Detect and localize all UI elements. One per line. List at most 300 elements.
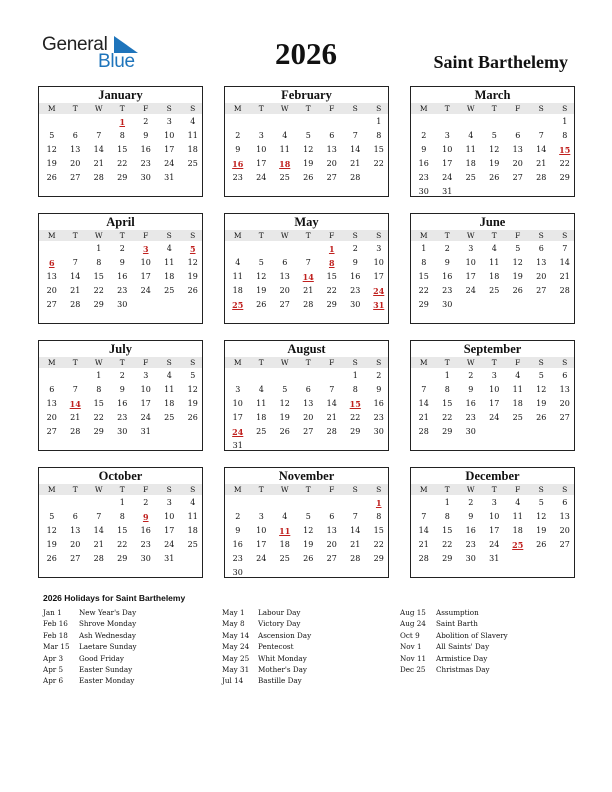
day: 26 xyxy=(489,173,500,182)
day: 27 xyxy=(536,286,547,295)
day: 12 xyxy=(256,272,267,281)
weekday-label: S xyxy=(166,485,172,494)
day: 10 xyxy=(164,131,175,140)
day: 16 xyxy=(418,159,429,168)
holiday-name: Ascension Day xyxy=(258,630,312,640)
holiday-day: 1 xyxy=(328,244,335,254)
day: 16 xyxy=(373,399,384,408)
day: 14 xyxy=(350,145,361,154)
weekday-label: W xyxy=(280,358,289,367)
day: 15 xyxy=(418,272,429,281)
weekday-label: T xyxy=(444,104,450,113)
month-january xyxy=(38,86,203,197)
holiday-day: 8 xyxy=(328,258,335,268)
logo-word-general: General xyxy=(42,34,108,55)
day: 6 xyxy=(329,512,335,521)
day: 10 xyxy=(373,258,384,267)
day: 21 xyxy=(70,413,81,422)
weekday-label: W xyxy=(466,231,475,240)
weekday-label: T xyxy=(72,104,78,113)
day: 6 xyxy=(49,385,55,394)
day: 13 xyxy=(279,272,290,281)
day: 28 xyxy=(350,173,361,182)
day: 2 xyxy=(421,131,427,140)
day: 24 xyxy=(465,286,476,295)
weekday-label: M xyxy=(419,485,428,494)
holiday-date: Aug 24 xyxy=(400,619,426,629)
holiday-date: Mar 15 xyxy=(43,642,70,652)
day: 1 xyxy=(352,371,358,380)
day: 20 xyxy=(46,286,57,295)
day: 9 xyxy=(235,145,241,154)
day: 9 xyxy=(119,258,125,267)
weekday-label: F xyxy=(143,485,149,494)
month-march xyxy=(410,86,575,197)
day: 24 xyxy=(164,540,175,549)
holiday-day: 15 xyxy=(349,399,361,409)
holiday-name: Labour Day xyxy=(258,608,301,617)
holiday-date: Aug 15 xyxy=(400,608,426,617)
day: 11 xyxy=(187,131,198,140)
holiday-date: Jan 1 xyxy=(43,608,62,617)
holiday-name: Victory Day xyxy=(258,619,301,629)
weekday-label: M xyxy=(233,485,242,494)
holiday-name: Good Friday xyxy=(79,653,124,663)
holiday-date: Nov 11 xyxy=(400,653,427,663)
holiday-name: Easter Monday xyxy=(79,676,135,686)
holiday-day: 3 xyxy=(142,244,149,254)
day: 28 xyxy=(303,300,314,309)
day: 30 xyxy=(442,300,453,309)
day: 31 xyxy=(164,173,175,182)
day: 30 xyxy=(373,427,384,436)
day: 11 xyxy=(279,145,290,154)
month-title: March xyxy=(474,88,511,102)
month-title: April xyxy=(106,215,135,229)
day: 4 xyxy=(282,131,288,140)
day: 2 xyxy=(352,244,358,253)
weekday-label: F xyxy=(329,231,335,240)
weekday-label: W xyxy=(466,485,475,494)
holiday-date: Oct 9 xyxy=(400,630,420,640)
day: 27 xyxy=(303,427,314,436)
day: 20 xyxy=(46,413,57,422)
month-april xyxy=(38,213,203,324)
day: 20 xyxy=(536,272,547,281)
day: 13 xyxy=(559,385,570,394)
day: 1 xyxy=(96,244,102,253)
holiday-day: 1 xyxy=(375,498,382,508)
day: 6 xyxy=(305,385,311,394)
day: 4 xyxy=(515,371,521,380)
weekday-label: M xyxy=(419,104,428,113)
day: 3 xyxy=(166,117,172,126)
month-title: May xyxy=(294,215,319,229)
day: 5 xyxy=(282,385,288,394)
month-title: February xyxy=(281,88,332,102)
day: 20 xyxy=(326,159,337,168)
day: 27 xyxy=(559,413,570,422)
day: 30 xyxy=(418,187,429,196)
day: 21 xyxy=(536,159,547,168)
day: 21 xyxy=(559,272,570,281)
day: 18 xyxy=(256,413,267,422)
country-name: Saint Barthelemy xyxy=(433,52,568,72)
day: 25 xyxy=(489,286,500,295)
day: 17 xyxy=(373,272,384,281)
day: 17 xyxy=(232,413,243,422)
weekday-label: M xyxy=(47,104,56,113)
day: 14 xyxy=(559,258,570,267)
day: 24 xyxy=(256,173,267,182)
holiday-name: New Year's Day xyxy=(79,608,137,617)
month-may xyxy=(224,213,389,324)
day: 12 xyxy=(303,526,314,535)
holiday-name: Armistice Day xyxy=(436,653,488,663)
holiday-day: 25 xyxy=(232,300,244,310)
day: 30 xyxy=(140,173,151,182)
day: 26 xyxy=(187,286,198,295)
day: 7 xyxy=(72,385,78,394)
weekday-label: M xyxy=(47,231,56,240)
day: 29 xyxy=(559,173,570,182)
weekday-label: T xyxy=(444,485,450,494)
weekday-label: T xyxy=(305,358,311,367)
month-title: December xyxy=(465,469,520,483)
day: 31 xyxy=(489,554,500,563)
holiday-name: Assumption xyxy=(436,608,479,617)
weekday-label: S xyxy=(376,231,382,240)
day: 26 xyxy=(512,286,523,295)
day: 7 xyxy=(352,512,358,521)
day: 14 xyxy=(326,399,337,408)
holiday-day: 25 xyxy=(512,540,524,550)
day: 23 xyxy=(232,173,243,182)
day: 2 xyxy=(376,371,382,380)
day: 21 xyxy=(326,413,337,422)
day: 24 xyxy=(489,540,500,549)
day: 19 xyxy=(46,540,57,549)
day: 22 xyxy=(117,540,128,549)
day: 6 xyxy=(515,131,521,140)
day: 4 xyxy=(190,498,196,507)
day: 29 xyxy=(117,173,128,182)
day: 26 xyxy=(46,554,57,563)
day: 4 xyxy=(258,385,264,394)
day: 5 xyxy=(190,371,196,380)
day: 19 xyxy=(187,399,198,408)
holiday-date: May 8 xyxy=(222,619,245,629)
day: 12 xyxy=(303,145,314,154)
day: 12 xyxy=(536,512,547,521)
weekday-label: F xyxy=(515,358,521,367)
day: 31 xyxy=(164,554,175,563)
weekday-label: T xyxy=(119,231,125,240)
day: 5 xyxy=(491,131,497,140)
day: 28 xyxy=(418,554,429,563)
day: 8 xyxy=(444,385,450,394)
weekday-label: M xyxy=(47,358,56,367)
day: 25 xyxy=(187,540,198,549)
day: 8 xyxy=(376,131,382,140)
day: 2 xyxy=(119,244,125,253)
day: 30 xyxy=(465,427,476,436)
weekday-label: S xyxy=(352,104,358,113)
day: 2 xyxy=(143,117,149,126)
day: 14 xyxy=(418,399,429,408)
day: 19 xyxy=(303,540,314,549)
weekday-label: F xyxy=(329,485,335,494)
day: 12 xyxy=(187,385,198,394)
day: 20 xyxy=(559,526,570,535)
day: 22 xyxy=(350,413,361,422)
day: 5 xyxy=(515,244,521,253)
day: 27 xyxy=(512,173,523,182)
day: 13 xyxy=(326,145,337,154)
day: 23 xyxy=(350,286,361,295)
day: 8 xyxy=(421,258,427,267)
day: 1 xyxy=(562,117,568,126)
weekday-label: T xyxy=(305,485,311,494)
weekday-label: S xyxy=(190,104,196,113)
day: 23 xyxy=(140,540,151,549)
day: 24 xyxy=(442,173,453,182)
day: 10 xyxy=(232,399,243,408)
day: 13 xyxy=(46,399,57,408)
holiday-name: Ash Wednesday xyxy=(79,630,136,640)
day: 26 xyxy=(279,427,290,436)
holiday-day: 1 xyxy=(119,117,126,127)
day: 18 xyxy=(164,272,175,281)
day: 28 xyxy=(350,554,361,563)
holiday-date: Feb 18 xyxy=(43,630,68,640)
day: 6 xyxy=(72,131,78,140)
weekday-label: S xyxy=(190,231,196,240)
holiday-day: 5 xyxy=(189,244,196,254)
day: 25 xyxy=(279,173,290,182)
day: 28 xyxy=(326,427,337,436)
day: 9 xyxy=(421,145,427,154)
holiday-name: Bastille Day xyxy=(258,676,302,686)
day: 13 xyxy=(326,526,337,535)
month-november xyxy=(224,467,389,578)
day: 18 xyxy=(232,286,243,295)
weekday-label: T xyxy=(491,485,497,494)
day: 20 xyxy=(512,159,523,168)
day: 6 xyxy=(72,512,78,521)
month-title: August xyxy=(287,342,326,356)
day: 13 xyxy=(536,258,547,267)
day: 19 xyxy=(256,286,267,295)
day: 31 xyxy=(140,427,151,436)
day: 11 xyxy=(232,272,243,281)
month-october xyxy=(38,467,203,578)
day: 24 xyxy=(140,286,151,295)
weekday-label: T xyxy=(72,231,78,240)
day: 5 xyxy=(258,258,264,267)
day: 16 xyxy=(117,399,128,408)
day: 23 xyxy=(465,413,476,422)
day: 19 xyxy=(46,159,57,168)
weekday-label: F xyxy=(143,231,149,240)
day: 3 xyxy=(468,244,474,253)
day: 22 xyxy=(93,286,104,295)
holiday-date: Dec 25 xyxy=(400,664,426,674)
weekday-label: S xyxy=(166,104,172,113)
day: 24 xyxy=(489,413,500,422)
day: 12 xyxy=(46,145,57,154)
weekday-label: S xyxy=(166,358,172,367)
holiday-day: 31 xyxy=(373,300,385,310)
weekday-label: F xyxy=(143,104,149,113)
weekday-label: T xyxy=(119,104,125,113)
day: 7 xyxy=(421,512,427,521)
holiday-day: 15 xyxy=(559,145,571,155)
weekday-label: S xyxy=(538,485,544,494)
weekday-label: W xyxy=(280,231,289,240)
weekday-label: T xyxy=(72,485,78,494)
weekday-label: M xyxy=(419,231,428,240)
day: 7 xyxy=(352,131,358,140)
day: 15 xyxy=(93,272,104,281)
month-august xyxy=(224,340,389,451)
weekday-label: T xyxy=(444,358,450,367)
day: 18 xyxy=(512,526,523,535)
day: 14 xyxy=(536,145,547,154)
weekday-label: S xyxy=(376,104,382,113)
day: 11 xyxy=(164,258,175,267)
day: 22 xyxy=(117,159,128,168)
day: 17 xyxy=(140,272,151,281)
weekday-label: T xyxy=(258,104,264,113)
day: 17 xyxy=(164,526,175,535)
day: 3 xyxy=(376,244,382,253)
day: 9 xyxy=(235,526,241,535)
weekday-label: W xyxy=(280,104,289,113)
weekday-label: T xyxy=(491,231,497,240)
day: 7 xyxy=(305,258,311,267)
day: 22 xyxy=(418,286,429,295)
day: 11 xyxy=(489,258,500,267)
day: 8 xyxy=(352,385,358,394)
day: 26 xyxy=(187,413,198,422)
day: 1 xyxy=(444,371,450,380)
holiday-day: 16 xyxy=(232,159,244,169)
day: 14 xyxy=(350,526,361,535)
day: 11 xyxy=(512,512,523,521)
day: 7 xyxy=(96,131,102,140)
day: 4 xyxy=(166,244,172,253)
weekday-label: M xyxy=(47,485,56,494)
day: 8 xyxy=(119,131,125,140)
day: 19 xyxy=(303,159,314,168)
weekday-label: M xyxy=(419,358,428,367)
day: 27 xyxy=(279,300,290,309)
day: 13 xyxy=(559,512,570,521)
weekday-label: S xyxy=(562,231,568,240)
day: 10 xyxy=(140,258,151,267)
day: 7 xyxy=(96,512,102,521)
calendar-year: 2026 xyxy=(275,36,337,71)
day: 23 xyxy=(140,159,151,168)
day: 14 xyxy=(70,272,81,281)
day: 13 xyxy=(512,145,523,154)
day: 28 xyxy=(70,300,81,309)
day: 3 xyxy=(235,385,241,394)
day: 15 xyxy=(326,272,337,281)
month-february xyxy=(224,86,389,197)
day: 1 xyxy=(444,498,450,507)
day: 15 xyxy=(117,145,128,154)
day: 16 xyxy=(350,272,361,281)
day: 13 xyxy=(303,399,314,408)
day: 18 xyxy=(512,399,523,408)
weekday-label: W xyxy=(466,358,475,367)
holiday-name: Christmas Day xyxy=(436,664,490,674)
day: 20 xyxy=(70,540,81,549)
weekday-label: T xyxy=(305,231,311,240)
day: 6 xyxy=(562,371,568,380)
day: 27 xyxy=(46,300,57,309)
day: 29 xyxy=(418,300,429,309)
day: 17 xyxy=(140,399,151,408)
day: 22 xyxy=(442,413,453,422)
month-title: October xyxy=(98,469,143,483)
day: 23 xyxy=(418,173,429,182)
day: 7 xyxy=(538,131,544,140)
holiday-date: Apr 3 xyxy=(43,653,64,663)
weekday-label: W xyxy=(94,485,103,494)
day: 8 xyxy=(119,512,125,521)
day: 10 xyxy=(489,512,500,521)
weekday-label: T xyxy=(491,104,497,113)
day: 16 xyxy=(442,272,453,281)
day: 10 xyxy=(256,145,267,154)
day: 11 xyxy=(512,385,523,394)
day: 7 xyxy=(72,258,78,267)
day: 18 xyxy=(187,145,198,154)
day: 27 xyxy=(326,554,337,563)
day: 3 xyxy=(258,512,264,521)
day: 4 xyxy=(282,512,288,521)
day: 1 xyxy=(421,244,427,253)
weekday-label: S xyxy=(538,358,544,367)
day: 2 xyxy=(119,371,125,380)
day: 29 xyxy=(93,427,104,436)
day: 26 xyxy=(303,554,314,563)
day: 17 xyxy=(465,272,476,281)
day: 25 xyxy=(256,427,267,436)
day: 22 xyxy=(442,540,453,549)
holiday-day: 11 xyxy=(279,526,291,536)
day: 23 xyxy=(442,286,453,295)
day: 25 xyxy=(187,159,198,168)
weekday-label: M xyxy=(233,104,242,113)
day: 17 xyxy=(489,526,500,535)
day: 2 xyxy=(468,498,474,507)
day: 10 xyxy=(489,385,500,394)
weekday-label: F xyxy=(515,231,521,240)
day: 28 xyxy=(418,427,429,436)
weekday-label: T xyxy=(258,231,264,240)
day: 29 xyxy=(442,554,453,563)
day: 30 xyxy=(117,300,128,309)
day: 19 xyxy=(489,159,500,168)
weekday-label: W xyxy=(466,104,475,113)
day: 11 xyxy=(187,512,198,521)
day: 9 xyxy=(376,385,382,394)
day: 25 xyxy=(164,286,175,295)
